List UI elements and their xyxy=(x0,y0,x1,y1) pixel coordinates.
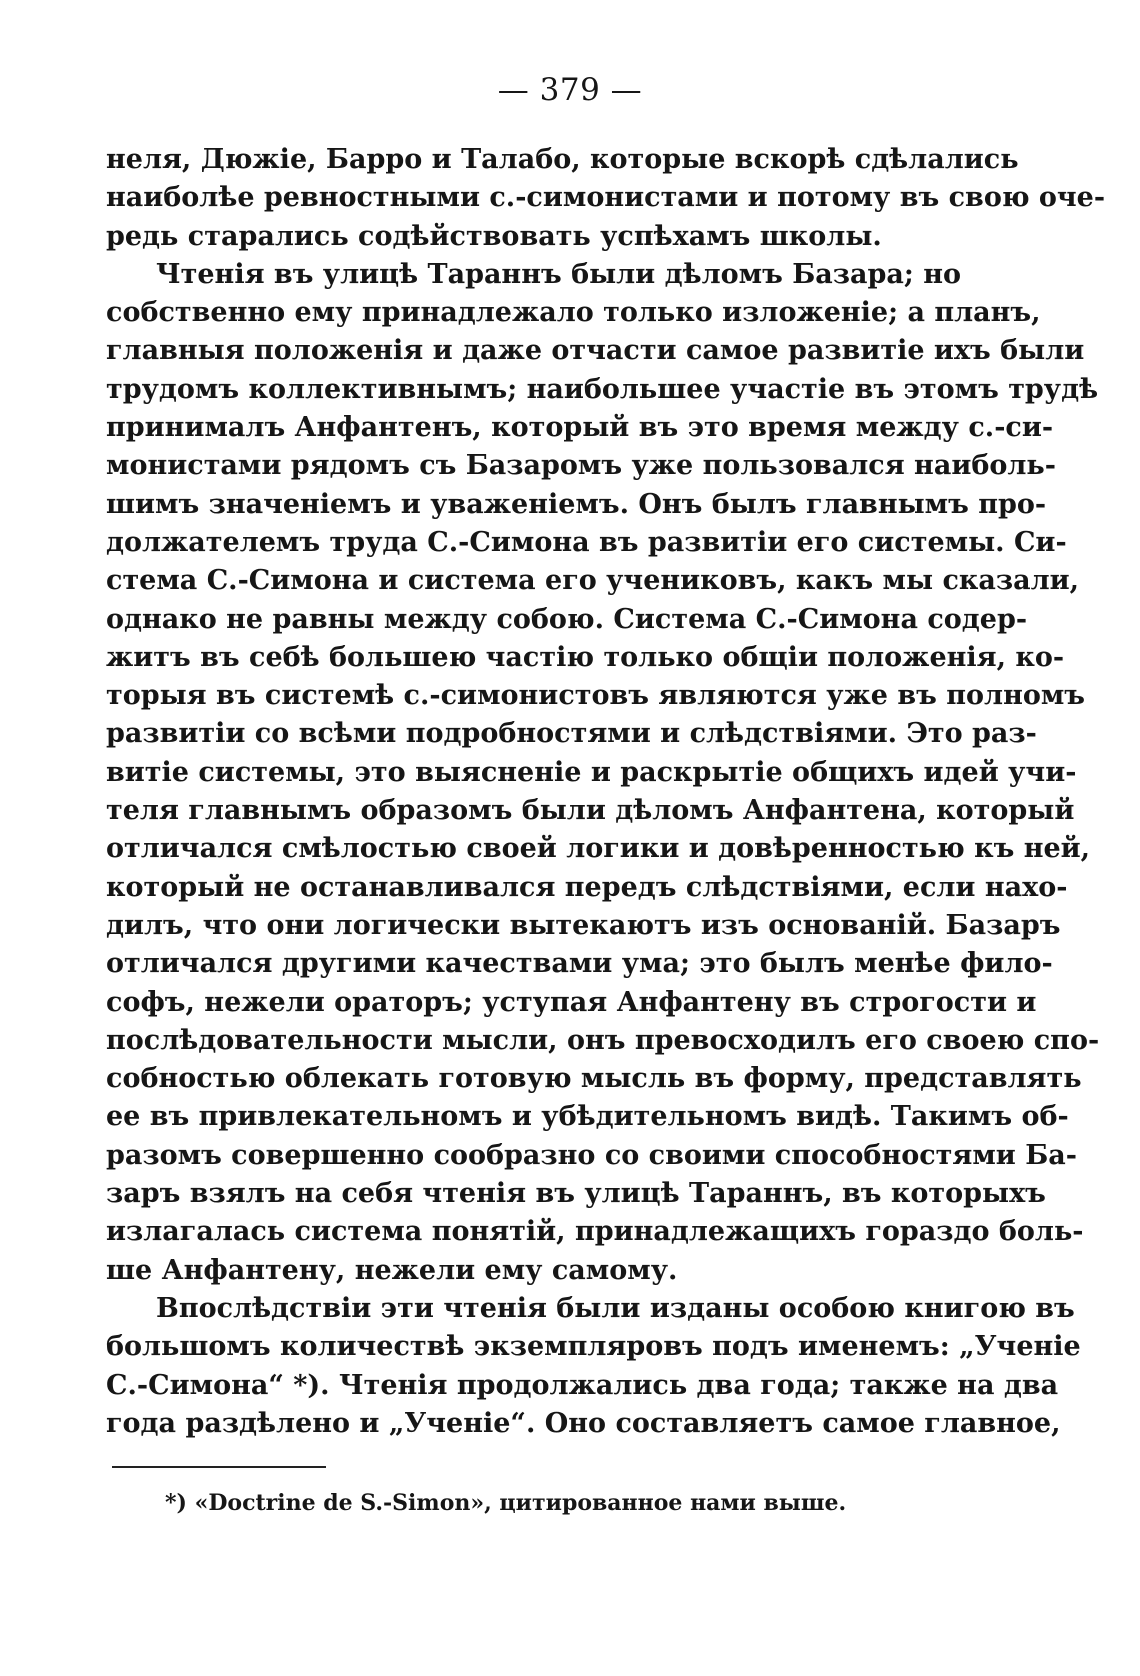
footnote-separator xyxy=(112,1466,326,1468)
text-line: излагалась система понятій, принадлежащихъ гораздо боль- xyxy=(106,1216,1084,1248)
text-line: ее въ привлекательномъ и убѣдительномъ видѣ. Такимъ об- xyxy=(106,1101,1069,1133)
paragraph xyxy=(106,141,1106,256)
paragraph xyxy=(106,256,1100,1290)
text-line: софъ, нежели ораторъ; уступая Анфантену въ строгости и xyxy=(106,986,1037,1018)
text-line: шимъ значеніемъ и уваженіемъ. Онъ былъ главнымъ про- xyxy=(106,488,1047,520)
text-line: главныя положенія и даже отчасти самое развитіе ихъ были xyxy=(106,335,1085,367)
text-line: заръ взялъ на себя чтенія въ улицѣ Тараннъ, въ которыхъ xyxy=(106,1178,1046,1210)
text-line: торыя въ системѣ с.-симонистовъ являются уже въ полномъ xyxy=(106,680,1086,712)
text-line: большомъ количествѣ экземпляровъ подъ именемъ: „Ученіе xyxy=(106,1331,1081,1363)
text-line: ше Анфантену, нежели ему самому. xyxy=(106,1254,678,1286)
text-line: Впослѣдствіи эти чтенія были изданы особою книгою въ xyxy=(156,1292,1075,1324)
text-line: который не останавливался передъ слѣдствіями, если нахо- xyxy=(106,871,1068,903)
text-line: С.-Симона“ *). Чтенія продолжались два года; также на два xyxy=(106,1369,1059,1401)
paragraph xyxy=(106,1290,1081,1443)
text-line: витіе системы, это выясненіе и раскрытіе общихъ идей учи- xyxy=(106,756,1077,788)
text-line: неля, Дюжіе, Барро и Талабо, которые вскорѣ сдѣлались xyxy=(106,144,1019,175)
body-text xyxy=(106,141,1106,1443)
text-line: разомъ совершенно сообразно со своими способностями Ба- xyxy=(106,1139,1077,1171)
text-line: редь старались содѣйствовать успѣхамъ школы. xyxy=(106,220,882,252)
text-line: монистами рядомъ съ Базаромъ уже пользовался наиболь- xyxy=(106,450,1056,482)
text-line: теля главнымъ образомъ были дѣломъ Анфантена, который xyxy=(106,795,1075,827)
text-line: отличался смѣлостью своей логики и довѣренностью къ ней, xyxy=(106,833,1091,865)
text-line: года раздѣлено и „Ученіе“. Оно составляетъ самое главное, xyxy=(106,1407,1061,1439)
text-line: однако не равны между собою. Система С.-Симона содер- xyxy=(106,603,1028,635)
footnote: *) «Doctrine de S.-Simon», цитированное нами выше. xyxy=(165,1490,847,1516)
text-line: послѣдовательности мысли, онъ превосходилъ его своею спо- xyxy=(106,1024,1100,1056)
text-line: развитіи со всѣми подробностями и слѣдствіями. Это раз- xyxy=(106,718,1037,750)
text-line: собностью облекать готовую мысль въ форму, представлять xyxy=(106,1063,1082,1095)
text-line: принималъ Анфантенъ, который въ это время между с.-си- xyxy=(106,412,1054,444)
text-line: наиболѣе ревностными с.-симонистами и потому въ свою оче- xyxy=(106,182,1106,214)
text-line: Чтенія въ улицѣ Тараннъ были дѣломъ Базара; но xyxy=(156,258,962,290)
text-line: трудомъ коллективнымъ; наибольшее участіе въ этомъ трудѣ xyxy=(106,373,1099,405)
text-line: дилъ, что они логически вытекаютъ изъ основаній. Базаръ xyxy=(106,909,1061,941)
text-line: должателемъ труда С.-Симона въ развитіи его системы. Си- xyxy=(106,526,1067,558)
text-line: отличался другими качествами ума; это былъ менѣе фило- xyxy=(106,948,1053,980)
text-line: стема С.-Симона и система его учениковъ, какъ мы сказали, xyxy=(106,565,1080,597)
page-number: — 379 — xyxy=(497,72,643,108)
text-line: собственно ему принадлежало только изложеніе; а планъ, xyxy=(106,297,1041,329)
text-line: житъ въ себѣ большею частію только общіи положенія, ко- xyxy=(106,641,1065,673)
